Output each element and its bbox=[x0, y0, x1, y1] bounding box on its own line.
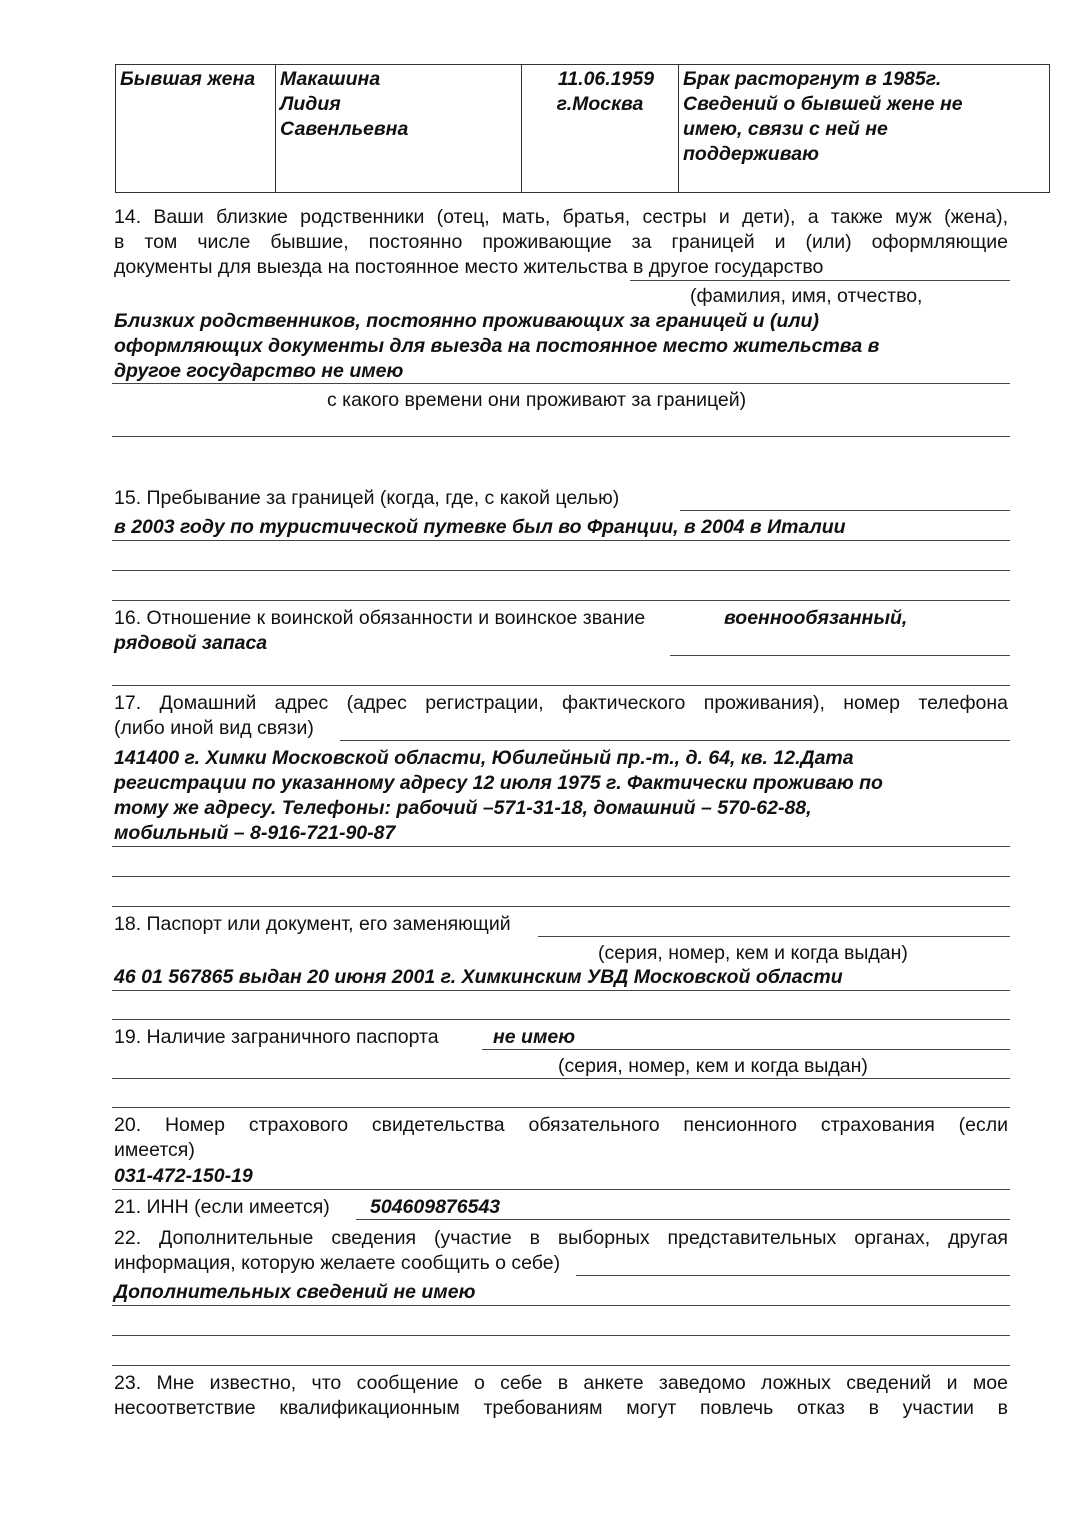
birth-line: г.Москва bbox=[556, 93, 644, 115]
answer-line bbox=[112, 685, 1010, 686]
name-cell bbox=[276, 65, 522, 193]
q17-answer-line-4: мобильный – 8-916-721-90-87 bbox=[114, 822, 396, 844]
birth-line: 11.06.1959 bbox=[557, 68, 655, 90]
answer-line bbox=[112, 600, 1010, 601]
q23-line-2: несоответствие квалификационным требованиям могут повлечь отказ в участии в bbox=[114, 1397, 1008, 1419]
q15-answer: в 2003 году по туристической путевке был во Франции, в 2004 в Италии bbox=[114, 516, 846, 538]
answer-line bbox=[112, 1019, 1010, 1020]
q17-line-1: 17. Домашний адрес (адрес регистрации, фактического проживания), номер телефона bbox=[114, 692, 1008, 714]
q20-line-2: имеется) bbox=[114, 1139, 195, 1161]
q20-answer: 031-472-150-19 bbox=[114, 1165, 253, 1187]
relatives-table bbox=[115, 64, 1050, 193]
q19-answer: не имею bbox=[493, 1026, 576, 1048]
q20-line-1: 20. Номер страхового свидетельства обязательного пенсионного страхования (если bbox=[114, 1114, 1008, 1136]
note-line: имею, связи с ней не bbox=[683, 118, 888, 140]
q18-label: 18. Паспорт или документ, его заменяющий bbox=[114, 913, 511, 935]
answer-line bbox=[112, 383, 1010, 384]
answer-line bbox=[112, 570, 1010, 571]
q14-line-3: документы для выезда на постоянное место жительства в другое государство bbox=[114, 256, 824, 278]
table-row bbox=[116, 65, 1050, 193]
answer-line bbox=[538, 936, 1010, 937]
answer-line bbox=[112, 436, 1010, 437]
note-line: поддерживаю bbox=[683, 143, 819, 165]
q14-line-2: в том числе бывшие, постоянно проживающие за границей и (или) оформляющие bbox=[114, 231, 1008, 253]
q19-label: 19. Наличие заграничного паспорта bbox=[114, 1026, 439, 1048]
q22-line-1: 22. Дополнительные сведения (участие в выборных представительных органах, другая bbox=[114, 1227, 1008, 1249]
name-line: Макашина bbox=[280, 68, 381, 90]
answer-line bbox=[670, 655, 1010, 656]
q17-line-2: (либо иной вид связи) bbox=[114, 717, 314, 739]
answer-line bbox=[112, 876, 1010, 877]
note-line: Сведений о бывшей жене не bbox=[683, 93, 963, 115]
answer-line bbox=[112, 906, 1010, 907]
q18-answer: 46 01 567865 выдан 20 июня 2001 г. Химкинским УВД Московской области bbox=[114, 966, 843, 988]
name-line: Савенльевна bbox=[280, 118, 409, 140]
relation-cell bbox=[116, 65, 276, 193]
answer-line bbox=[680, 510, 1010, 511]
answer-line bbox=[482, 1049, 1010, 1050]
answer-line bbox=[112, 846, 1010, 847]
q17-answer-line-1: 141400 г. Химки Московской области, Юбилейный пр.-т., д. 64, кв. 12.Дата bbox=[114, 747, 854, 769]
answer-line bbox=[112, 1189, 1010, 1190]
answer-line bbox=[112, 540, 1010, 541]
answer-line bbox=[112, 1365, 1010, 1366]
q16-answer-2: рядовой запаса bbox=[114, 632, 268, 654]
q14-answer-line-3: другое государство не имею bbox=[114, 360, 404, 382]
q18-hint: (серия, номер, кем и когда выдан) bbox=[598, 942, 908, 964]
q21-answer: 504609876543 bbox=[370, 1196, 501, 1218]
answer-line bbox=[112, 1305, 1010, 1306]
q14-hint-name: (фамилия, имя, отчество, bbox=[690, 285, 923, 307]
answer-line bbox=[576, 1275, 1010, 1276]
q17-answer-line-2: регистрации по указанному адресу 12 июля 1975 г. Фактически проживаю по bbox=[114, 772, 883, 794]
q17-answer-line-3: тому же адресу. Телефоны: рабочий –571-31-18, домашний – 570-62-88, bbox=[114, 797, 812, 819]
q16-label: 16. Отношение к воинской обязанности и воинское звание bbox=[114, 607, 646, 629]
answer-line bbox=[112, 1335, 1010, 1336]
answer-line bbox=[340, 740, 1010, 741]
answer-line bbox=[112, 1107, 1010, 1108]
q23-line-1: 23. Мне известно, что сообщение о себе в анкете заведомо ложных сведений и мое bbox=[114, 1372, 1008, 1394]
q22-answer: Дополнительных сведений не имею bbox=[114, 1281, 476, 1303]
q14-answer-line-2: оформляющих документы для выезда на постоянное место жительства в bbox=[114, 335, 880, 357]
note-cell bbox=[679, 65, 1050, 193]
q19-hint: (серия, номер, кем и когда выдан) bbox=[558, 1055, 868, 1077]
q22-line-2: информация, которую желаете сообщить о себе) bbox=[114, 1252, 561, 1274]
name-line: Лидия bbox=[280, 93, 341, 115]
relation-text: Бывшая жена bbox=[120, 68, 256, 90]
answer-line bbox=[630, 280, 1010, 281]
answer-line bbox=[112, 1078, 1010, 1079]
q14-hint-time: с какого времени они проживают за границей) bbox=[327, 389, 747, 411]
q21-label: 21. ИНН (если имеется) bbox=[114, 1196, 330, 1218]
answer-line bbox=[112, 990, 1010, 991]
q15-label: 15. Пребывание за границей (когда, где, с какой целью) bbox=[114, 487, 620, 509]
q14-answer-line-1: Близких родственников, постоянно проживающих за границей и (или) bbox=[114, 310, 819, 332]
note-line: Брак расторгнут в 1985г. bbox=[683, 68, 942, 90]
answer-line bbox=[356, 1219, 1010, 1220]
q16-answer-1: военнообязанный, bbox=[724, 607, 908, 629]
birth-cell bbox=[522, 65, 679, 193]
q14-line-1: 14. Ваши близкие родственники (отец, мать, братья, сестры и дети), а также муж (жена), bbox=[114, 206, 1008, 228]
